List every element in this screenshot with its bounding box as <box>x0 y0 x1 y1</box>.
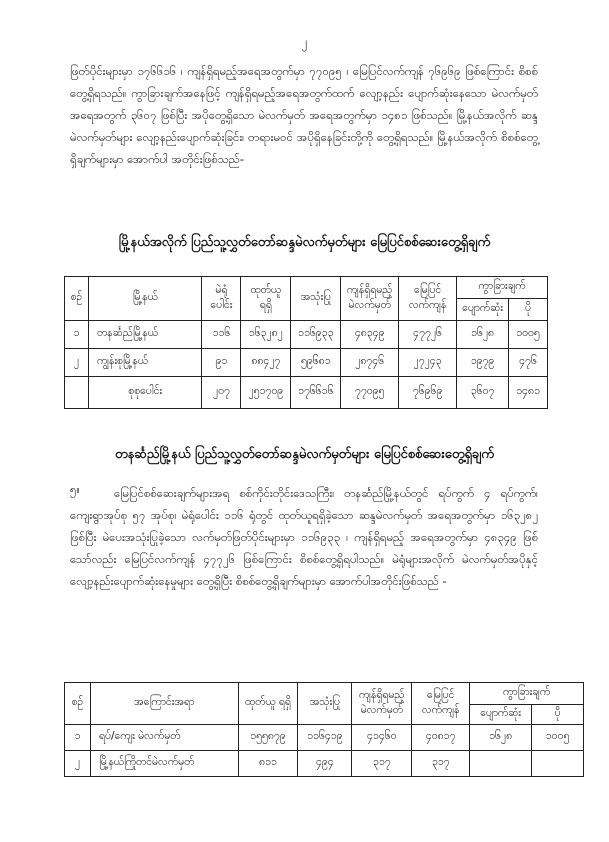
cell-lost <box>470 751 532 777</box>
cell-extra: ၁၀၀၅ <box>532 725 584 751</box>
header-issued: ထုတ်ယူ ရရှိ <box>238 683 298 725</box>
cell-ground: ၂၇၂၄၃ <box>399 349 457 377</box>
cell-extra: ၄၇၆ <box>509 349 548 377</box>
header-ground: မြေပြင် လက်ကျန် <box>399 277 457 321</box>
cell-ground: ၄၀၈၁၇ <box>412 725 470 751</box>
header-difference: ကွာခြားချက် <box>470 683 584 705</box>
cell-extra: ၁၀၀၅ <box>509 321 548 349</box>
header-no: စဉ် <box>65 683 91 725</box>
cell-used: ၄၉၄ <box>298 751 352 777</box>
header-lost: ပျောက်ဆုံး <box>470 705 532 725</box>
header-remaining: ကျန်ရှိရမည့် မဲလက်မှတ် <box>341 277 399 321</box>
cell-used: ၁၁၆၉၃၃ <box>291 321 341 349</box>
intro-paragraph: ဖြတ်ပိုင်းများမှာ ၁၇၆၆၁၆ ၊ ကျန်ရှိရမည့်အရေအတွက်မှာ ၇၇၀၉၅ ၊ မြေပြင်လက်ကျန် ၇၆၉၆၉ ဖြစ်ကြောင်း စိစစ်တွေ့ရှိရသည်။ ကွာခြားချက်အနေဖြင့် ကျန်ရှိရမည့်အရေအတွက်ထက် လျော့နည်း ပျောက်ဆုံးနေသော မဲလက်မှတ်အရေအတွက် ၃၆၀၇ ဖြစ်ပြီး အပိုတွေ့ရှိသော မဲလက်မှတ် အရေအတွက်မှာ ၁၄၈၁ ဖြစ်သည်။ မြို့နယ်အလိုက် ဆန္ဒမဲလက်မှတ်များ လျော့နည်းပျောက်ဆုံးခြင်း၊ တရားမဝင် အပိုရှိနေခြင်းတို့ကို တွေ့ရှိရသည်။ မြို့နယ်အလိုက် စိစစ်တွေ့ရှိချက်များမှာ အောက်ပါ အတိုင်းဖြစ်သည်- <box>70 64 538 166</box>
cell-issued: ၁၅၅၈၇၉ <box>238 725 298 751</box>
cell-lost: ၁၆၂၈ <box>457 321 509 349</box>
table-row <box>65 349 548 377</box>
cell-lost: ၃၆၀၇ <box>457 377 509 409</box>
cell-ground: ၃၁၇ <box>412 751 470 777</box>
table-row <box>65 751 584 777</box>
section-heading-tanintharyi: တနင်္ဆည်မြို့နယ် ပြည်သူ့လွှတ်တော်ဆန္ဒမဲလက်မှတ်များ မြေပြင်စစ်ဆေးတွေ့ရှိချက် <box>114 447 495 462</box>
cell-used: ၁၇၆၆၁၆ <box>291 377 341 409</box>
cell-no: ၁ <box>65 321 89 349</box>
header-ground: မြေပြင် လက်ကျန် <box>412 683 470 725</box>
total-row <box>65 377 548 409</box>
cell-ground: ၄၇၇၂၆ <box>399 321 457 349</box>
township-table <box>64 276 548 409</box>
cell-township: ကျွန်းစုမြို့နယ် <box>88 349 201 377</box>
cell-remaining: ၃၁၇ <box>352 751 412 777</box>
cell-township: တနင်္ဆည်မြို့နယ် <box>88 321 201 349</box>
header-extra: ပို <box>509 299 548 321</box>
cell-stations: ၁၁၆ <box>202 321 241 349</box>
header-no: စဉ် <box>65 277 89 321</box>
cell-remaining: ၂၈၇၄၆ <box>341 349 399 377</box>
section-heading-township: မြို့နယ်အလိုက် ပြည်သူ့လွှတ်တော်ဆန္ဒမဲလက်မှတ်များ မြေပြင်စစ်ဆေးတွေ့ရှိချက် <box>118 235 491 250</box>
cell-issued: ၂၅၁၇၀၉ <box>241 377 291 409</box>
cell-description: မြို့နယ်ကြိုတင်မဲလက်မှတ် <box>90 751 238 777</box>
cell-stations: ၂၀၇ <box>202 377 241 409</box>
table-row <box>65 321 548 349</box>
cell-no: ၂ <box>65 349 89 377</box>
cell-no: ၁ <box>65 725 91 751</box>
cell-issued: ၁၆၃၂၈၂ <box>241 321 291 349</box>
cell-remaining: ၄၁၄၆၀ <box>352 725 412 751</box>
cell-total-label: စုစုပေါင်း <box>88 377 201 409</box>
header-issued: ထုတ်ယူ ရရှိ <box>241 277 291 321</box>
cell-issued: ၈၁၁ <box>238 751 298 777</box>
paragraph-number: ၅။ <box>70 482 80 496</box>
cell-description: ရပ်/ကျေး မဲလက်မှတ် <box>90 725 238 751</box>
header-remaining: ကျန်ရှိရမည့် မဲလက်မှတ် <box>352 683 412 725</box>
header-stations: မဲရုံ ပေါင်း <box>202 277 241 321</box>
cell-stations: ၉၁ <box>202 349 241 377</box>
cell-no: ၂ <box>65 751 91 777</box>
header-description: အကြောင်းအရာ <box>90 683 238 725</box>
detail-table <box>64 682 584 777</box>
cell-remaining: ၇၇၀၉၅ <box>341 377 399 409</box>
cell-used: ၁၁၆၄၁၉ <box>298 725 352 751</box>
cell-lost: ၁၆၂၈ <box>470 725 532 751</box>
cell-remaining: ၄၈၃၄၉ <box>341 321 399 349</box>
cell-used: ၅၉၆၈၁ <box>291 349 341 377</box>
page-number: ၂ <box>301 35 308 49</box>
header-used: အသုံးပြု <box>298 683 352 725</box>
header-township: မြို့နယ် <box>88 277 201 321</box>
cell-extra: ၁၄၈၁ <box>509 377 548 409</box>
header-difference: ကွာခြားချက် <box>457 277 548 299</box>
header-used: အသုံးပြု <box>291 277 341 321</box>
detail-paragraph: မြေပြင်စစ်ဆေးချက်များအရ စစ်ကိုင်းတိုင်းဒေသကြီး၊ တနင်္ဆည်မြို့နယ်တွင် ရပ်ကွက် ၄ ရပ်ကွက်၊ ကျေးရွာအုပ်စု ၅၇ အုပ်စု၊ မဲရုံပေါင်း ၁၁၆ ရုံတွင် ထုတ်ယူရရှိခဲ့သော ဆန္ဒမဲလက်မှတ် အရေအတွက်မှာ ၁၆၃၂၈၂ ဖြစ်ပြီး မဲပေးအသုံးပြုခဲ့သော လက်မှတ်ဖြတ်ပိုင်းများမှာ ၁၁၆၉၃၃ ၊ ကျန်ရှိရမည့် အရေအတွက်မှာ ၄၈၃၄၉ ဖြစ်သော်လည်း မြေပြင်လက်ကျန် ၄၇၇၂၆ ဖြစ်ကြောင်း စိစစ်တွေ့ရှိရပါသည်။ မဲရုံများအလိုက် မဲလက်မှတ်အပိုနှင့် လျော့နည်းပျောက်ဆုံးနေမှုများ တွေ့ရှိပြီး စိစစ်တွေ့ရှိချက်များမှာ အောက်ပါအတိုင်းဖြစ်သည် - <box>70 486 538 588</box>
header-extra: ပို <box>532 705 584 725</box>
cell-extra <box>532 751 584 777</box>
cell-lost: ၁၉၇၉ <box>457 349 509 377</box>
cell-ground: ၇၆၉၆၉ <box>399 377 457 409</box>
table-row <box>65 725 584 751</box>
header-lost: ပျောက်ဆုံး <box>457 299 509 321</box>
cell-issued: ၈၈၄၂၇ <box>241 349 291 377</box>
